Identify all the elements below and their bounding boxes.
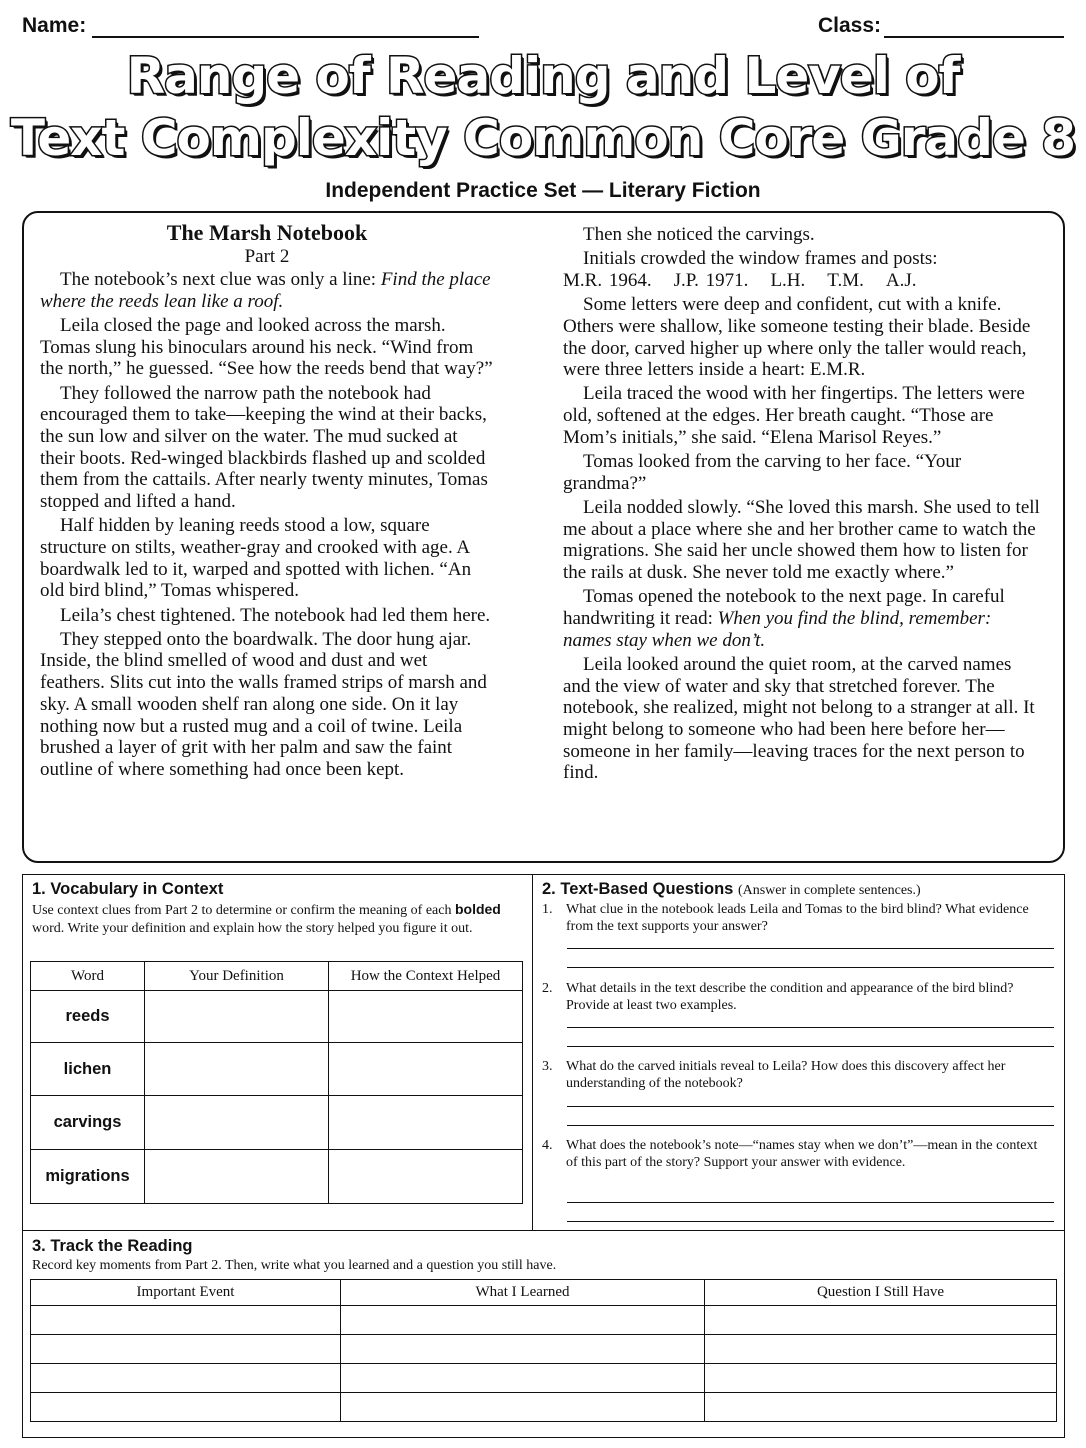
story-paragraph: Half hidden by leaning reeds stood a low, square structure on stilts, weather-gray and crooked with age. A boardwalk led to it, warped and spotted with lichen. “An old bird blind,” Tomas whispered. xyxy=(40,515,472,602)
learned-cell[interactable] xyxy=(341,1364,705,1393)
definition-cell[interactable] xyxy=(145,991,329,1043)
learned-cell[interactable] xyxy=(341,1393,705,1422)
definition-cell[interactable] xyxy=(145,1150,329,1204)
column-header: What I Learned xyxy=(341,1280,705,1306)
initials-item: M.R. 1964. xyxy=(563,269,652,291)
question-cell[interactable] xyxy=(705,1364,1057,1393)
initials-list xyxy=(563,270,1041,292)
story-paragraph: Leila looked around the quiet room, at the carved names and the view of water and sky that stretched forever. The notebook, she realized, might not belong to a stranger at all. It might belong to someone who had been here before her—someone in her family—leaving traces for the next person to find. xyxy=(563,653,1035,784)
context-cell[interactable] xyxy=(329,1043,523,1096)
answer-line[interactable] xyxy=(567,1027,1054,1028)
vocabulary-heading: 1. Vocabulary in Context xyxy=(32,880,224,898)
answer-line[interactable] xyxy=(567,948,1054,949)
story-paragraph: Tomas opened the notebook to the next page. In careful handwriting it read: When you find the blind, remember: names stay when we don’t. xyxy=(563,586,1005,651)
initials-item: A.J. xyxy=(885,269,917,291)
story-paragraph: Leila’s chest tightened. The notebook had led them here. xyxy=(60,604,491,626)
event-cell[interactable] xyxy=(31,1306,341,1335)
story-left-column xyxy=(40,220,494,783)
learned-cell[interactable] xyxy=(341,1306,705,1335)
question-cell[interactable] xyxy=(705,1335,1057,1364)
answer-line[interactable] xyxy=(567,1106,1054,1107)
context-cell[interactable] xyxy=(329,991,523,1043)
story-paragraph: Tomas looked from the carving to her face. “Your grandma?” xyxy=(563,451,962,494)
initials-item: J.P. 1971. xyxy=(673,269,749,291)
event-cell[interactable] xyxy=(31,1335,341,1364)
worksheet-title-line-1: Range of Reading and Level of xyxy=(126,47,960,105)
definition-cell[interactable] xyxy=(145,1043,329,1096)
question-cell[interactable] xyxy=(705,1306,1057,1335)
column-header: Word xyxy=(31,962,145,991)
event-cell[interactable] xyxy=(31,1364,341,1393)
answer-line[interactable] xyxy=(567,967,1054,968)
question-cell[interactable] xyxy=(705,1393,1057,1422)
initials-item: L.H. xyxy=(770,269,806,291)
class-field[interactable] xyxy=(884,36,1064,38)
vocab-word: carvings xyxy=(31,1096,145,1150)
story-paragraph: Leila traced the wood with her fingertips. The letters were old, softened at the edges. Her breath caught. “Those are Mom’s initials,” she said. “Elena Marisol Reyes.” xyxy=(563,383,1025,448)
worksheet-subtitle: Independent Practice Set — Literary Fiction xyxy=(325,179,761,202)
track-heading: 3. Track the Reading xyxy=(32,1237,193,1255)
column-header: Question I Still Have xyxy=(705,1280,1057,1306)
context-cell[interactable] xyxy=(329,1150,523,1204)
context-cell[interactable] xyxy=(329,1096,523,1150)
vocab-word: reeds xyxy=(31,991,145,1043)
track-instructions: Record key moments from Part 2. Then, write what you learned and a question you still have. xyxy=(32,1258,557,1273)
vocabulary-table xyxy=(30,961,523,1204)
definition-cell[interactable] xyxy=(145,1096,329,1150)
story-paragraph: They stepped onto the boardwalk. The door hung ajar. Inside, the blind smelled of wood and dust and wet feathers. Slits cut into the walls framed strips of marsh and sky. A small wooden shelf ran along one side. On it lay nothing now but a rusted mug and a coil of twine. Leila brushed a layer of grit with her palm and saw the faint outline of where something had once been kept. xyxy=(40,628,487,780)
class-label: Class: xyxy=(818,14,882,37)
answer-line[interactable] xyxy=(567,1202,1054,1203)
worksheet-title-line-2: Text Complexity Common Core Grade 8 xyxy=(10,109,1076,167)
vocab-word: lichen xyxy=(31,1043,145,1096)
vocabulary-instructions: Use context clues from Part 2 to determine or confirm the meaning of each bolded word. Write your definition and explain how the story helped you figure it out. xyxy=(32,901,501,936)
story-paragraph: The notebook’s next clue was only a line: Find the place where the reeds lean like a roof. xyxy=(40,269,491,312)
story-part: Part 2 xyxy=(244,246,290,267)
answer-line[interactable] xyxy=(567,1125,1054,1126)
story-right-column xyxy=(563,224,1041,787)
story-paragraph: They followed the narrow path the notebook had encouraged them to take—keeping the wind at their backs, the sun low and silver on the water. The mud sucked at their boots. Red-winged blackbirds flashed up and scolded them from the cattails. After nearly twenty minutes, Tomas stopped and lifted a hand. xyxy=(40,382,488,513)
story-paragraph: Leila closed the page and looked across the marsh. Tomas slung his binoculars around his neck. “Wind from the north,” he guessed. “See how the reeds bend that way?” xyxy=(40,314,493,380)
track-table xyxy=(30,1279,1057,1422)
story-title: The Marsh Notebook xyxy=(166,220,368,245)
story-paragraph: Leila nodded slowly. “She loved this marsh. She used to tell me about a place where she and her brother came to watch the migrations. She said her uncle showed them how to listen for the rails at dusk. She never told me exactly where.” xyxy=(563,496,1040,584)
questions-heading: 2. Text-Based Questions (Answer in complete sentences.) xyxy=(542,880,921,898)
column-header: How the Context Helped xyxy=(329,962,523,991)
vocab-word: migrations xyxy=(31,1150,145,1204)
story-paragraph: Initials crowded the window frames and posts: xyxy=(583,248,938,270)
initials-item: T.M. xyxy=(827,269,864,291)
name-label: Name: xyxy=(22,14,87,37)
story-paragraph: Some letters were deep and confident, cut with a knife. Others were shallow, like someone testing their blade. Beside the door, carved higher up where only the taller would reach, were three letters inside a heart: E.M.R. xyxy=(563,294,1031,381)
name-field[interactable] xyxy=(92,36,479,38)
column-header: Your Definition xyxy=(145,962,329,991)
answer-line[interactable] xyxy=(567,1046,1054,1047)
answer-line[interactable] xyxy=(567,1221,1054,1222)
learned-cell[interactable] xyxy=(341,1335,705,1364)
story-paragraph: Then she noticed the carvings. xyxy=(583,224,815,245)
event-cell[interactable] xyxy=(31,1393,341,1422)
column-header: Important Event xyxy=(31,1280,341,1306)
